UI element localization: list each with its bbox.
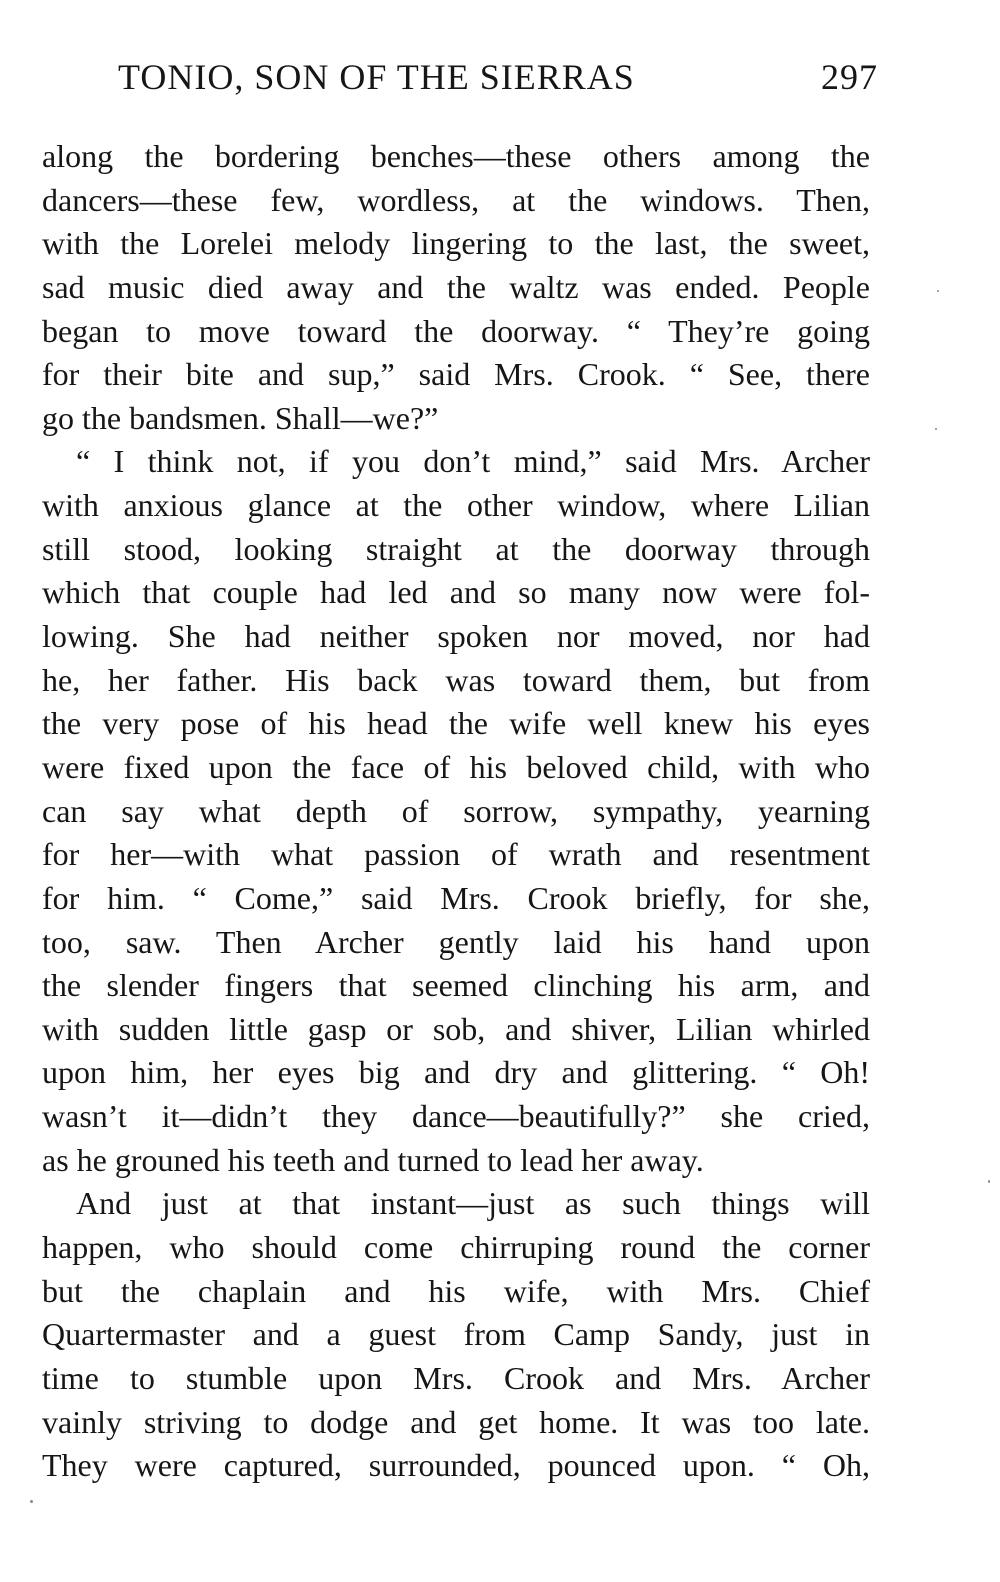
text-line: with sudden little gasp or sob, and shiver, Lilian whirled <box>42 1010 870 1047</box>
text-line: for him. “ Come,” said Mrs. Crook briefly, for she, <box>42 879 870 916</box>
scan-speck <box>30 1500 33 1503</box>
text-line: were fixed upon the face of his beloved child, with who <box>42 748 870 785</box>
text-line: as he grouned his teeth and turned to lead her away. <box>42 1141 704 1178</box>
text-line: but the chaplain and his wife, with Mrs. Chief <box>42 1272 870 1309</box>
text-line: along the bordering benches—these others among the <box>42 138 870 174</box>
text-line: the very pose of his head the wife well knew his eyes <box>42 705 870 742</box>
running-head-title: TONIO, SON OF THE SIERRAS <box>118 57 635 97</box>
text-line: the slender fingers that seemed clinching his arm, and <box>42 967 870 1004</box>
running-head <box>118 52 878 102</box>
scan-speck <box>935 428 937 430</box>
text-line: They were captured, surrounded, pounced upon. “ Oh, <box>42 1447 870 1484</box>
scan-speck <box>988 1180 990 1183</box>
text-line: “ I think not, if you don’t mind,” said Mrs. Archer <box>76 443 870 480</box>
text-line: can say what depth of sorrow, sympathy, yearning <box>42 792 870 829</box>
text-line: time to stumble upon Mrs. Crook and Mrs. Archer <box>42 1359 870 1396</box>
text-line: dancers—these few, wordless, at the windows. Then, <box>42 181 870 218</box>
text-line: with the Lorelei melody lingering to the last, the sweet, <box>42 225 870 262</box>
text-line: go the bandsmen. Shall—we?” <box>42 399 439 436</box>
text-line: for her—with what passion of wrath and resentment <box>42 836 870 873</box>
text-line: happen, who should come chirruping round the corner <box>42 1229 870 1266</box>
body-text <box>42 135 870 1488</box>
text-line: he, her father. His back was toward them, but from <box>42 661 870 698</box>
text-line: with anxious glance at the other window, where Lilian <box>42 487 870 524</box>
text-line: still stood, looking straight at the doorway through <box>42 530 870 567</box>
text-line: which that couple had led and so many now were fol- <box>42 574 870 611</box>
text-line: Quartermaster and a guest from Camp Sandy, just in <box>42 1316 870 1353</box>
page-number: 297 <box>821 57 878 97</box>
text-line: lowing. She had neither spoken nor moved, nor had <box>42 618 870 655</box>
text-line: vainly striving to dodge and get home. It was too late. <box>42 1403 870 1440</box>
text-line: for their bite and sup,” said Mrs. Crook. “ See, there <box>42 356 870 393</box>
text-line: upon him, her eyes big and dry and glittering. “ Oh! <box>42 1054 870 1091</box>
text-line: And just at that instant—just as such things will <box>76 1185 870 1222</box>
text-line: sad music died away and the waltz was ended. People <box>42 268 870 305</box>
scan-speck <box>937 290 939 292</box>
text-line: began to move toward the doorway. “ They’re going <box>42 312 870 349</box>
text-line: too, saw. Then Archer gently laid his hand upon <box>42 923 870 960</box>
text-line: wasn’t it—didn’t they dance—beautifully?” she cried, <box>42 1098 870 1135</box>
